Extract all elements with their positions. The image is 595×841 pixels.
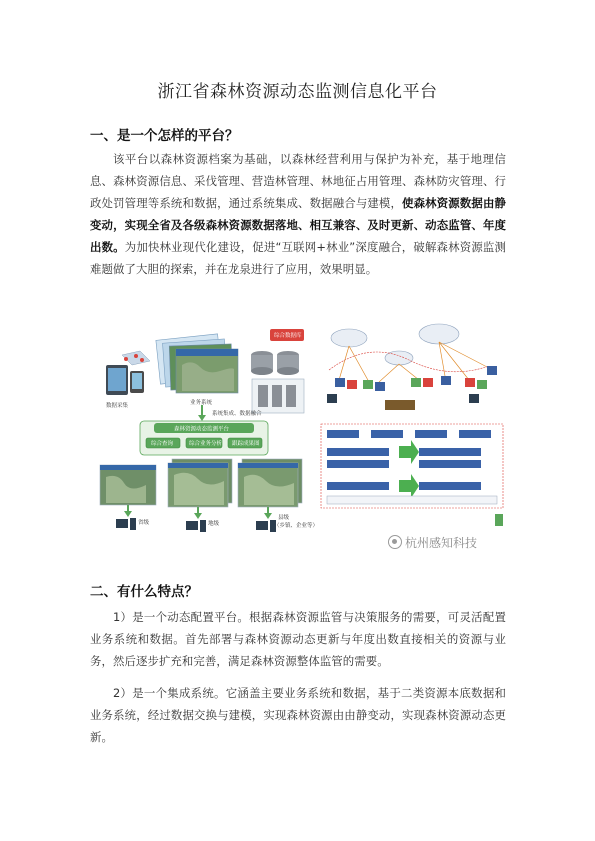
platform-box	[140, 421, 268, 455]
platform-sub-2: 综合业务分析	[189, 441, 223, 447]
para-text: 该平台以森林资源档案为基础，以森林经营利用与保护为补充，基于地理信息、森林资源信息、采伐管理、营造林管理、林地征占用管理、森林防灾管理、行政处罚管理等系统和数据，通过系统集成、数据融合与建模，	[90, 152, 506, 210]
para-bold-text: 使森林资源数据由静变动，实现全省及各级森林资源数据落地、相互兼容、及时更新、动态监管、年度出数。	[90, 196, 506, 254]
database-icon	[251, 329, 304, 413]
para-text: 为加快林业现代化建设，促进“互联网+林业”深度融合，破解森林资源监测难题做了大胆的探索，并在龙泉进行了应用，效果明显。	[90, 240, 506, 276]
network-flow-figure	[319, 320, 505, 532]
network-diagram	[327, 324, 497, 410]
label-city: 地级	[208, 521, 220, 527]
label-province: 省级	[138, 520, 150, 526]
watermark	[388, 534, 477, 551]
client-computers	[116, 505, 276, 532]
watermark-text: 杭州感知科技	[405, 536, 478, 550]
section-1-paragraph	[90, 148, 506, 280]
business-system-screens	[156, 334, 238, 393]
label-data-collect: 数据采集	[106, 403, 129, 409]
page-title: 浙江省森林资源动态监测信息化平台	[157, 82, 438, 102]
label-data-center: 综合数据库	[274, 333, 302, 339]
section-heading-2: 二、有什么特点？	[90, 584, 198, 600]
label-county: 县级	[278, 515, 290, 521]
platform-sub-3: 跟踪成果图	[232, 441, 260, 447]
platform-sub-1: 综合查询	[151, 441, 174, 447]
section-heading-1: 一、是一个怎样的平台？	[90, 128, 239, 144]
feature-paragraph-2: 2）是一个集成系统。它涵盖主要业务系统和数据，基于二类资源本底数据和业务系统，经过数据交换与建模，实现森林资源由由静变动，实现森林资源动态更新。	[90, 686, 506, 744]
architecture-figure	[92, 325, 318, 537]
feature-paragraph-1: 1）是一个动态配置平台。根据森林资源监管与决策服务的需要，可灵活配置业务系统和数据。首先部署与森林资源动态更新与年度出数直接相关的资源与业务，然后逐步扩充和完善，满足森林资源整体监管的需要。	[90, 610, 506, 668]
data-collection-devices	[106, 351, 150, 395]
label-integration: 系统集成、数据融合	[212, 411, 262, 417]
map-screens	[100, 459, 302, 507]
label-business-system: 业务系统	[190, 400, 213, 406]
company-logo-icon	[388, 535, 402, 549]
platform-title: 森林资源动态监测平台	[174, 426, 230, 433]
label-county-sub: （乡镇、企业等）	[274, 523, 318, 529]
flow-diagram	[321, 424, 503, 526]
